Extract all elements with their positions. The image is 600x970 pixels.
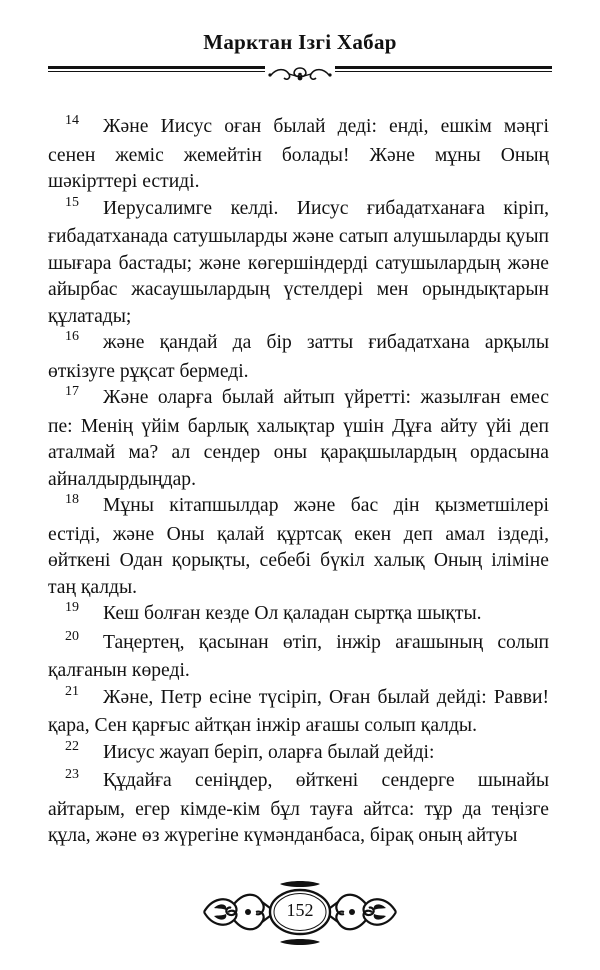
verse-text: Кеш болған кезде Ол қаладан сыртқа шықты. [103,603,482,624]
verse-number: 22 [65,738,79,754]
verse [48,685,549,740]
running-header-title: Марктан Ізгі Хабар [203,30,397,54]
verse-text: Мұны кітапшылдар және бас дін қызметшілері естіді, және Оны қалай құртсақ екен деп амал іздеді, өйткені Одан қорықты, себебі бүкіл халық Оның іліміне таң қалды. [48,495,549,598]
verse-text: Иерусалимге келді. Иисус ғибадатханаға кіріп, ғибадатханада сатушыларды және сатып алушыларды қуып шығара бастады; және көгершіндерді сатушылардың және айырбас жасаушылардың үстелдері мен орындықтарын құлатады; [48,197,549,327]
verse-number: 19 [65,600,79,615]
verse [48,330,549,385]
verse-number: 14 [65,113,79,128]
verse [48,630,549,685]
page-number: 152 [286,900,314,920]
verse-number: 21 [65,683,79,699]
verse [48,114,549,196]
verse-number: 23 [65,767,79,782]
verse-number: 16 [65,329,79,344]
verse-text: Және, Петр есіне түсіріп, Оған былай дейді: Равви! қара, Сен қарғыс айтқан інжір ағашы солып қалды. [48,686,549,736]
verse-text: Құдайға сеніңдер, өйткені сендерге шынайы айтарым, егер кімде-кім бұл тауға айтса: тұр да теңізге құла, және өз жүрегіне күмәнданбаса, бірақ оның айтуы [48,770,549,846]
verse-number: 17 [65,384,79,399]
verses-body [48,114,549,850]
verse [48,768,549,850]
verse [48,493,549,601]
verse [48,196,549,331]
verse [48,385,549,493]
verse-text: Иисус жауап беріп, оларға былай дейді: [103,741,435,763]
verse [48,740,549,769]
verse-text: Және Иисус оған былай деді: енді, ешкім мәңгі сенен жеміс жемейтін болады! Және мұны Оның шәкірттері естиді. [48,116,549,192]
verse [48,601,549,630]
verse-text: Таңертең, қасынан өтіп, інжір ағашының солып қалғанын көреді. [48,631,549,681]
verse-number: 15 [65,194,79,210]
verse-text: және қандай да бір затты ғибадатхана арқылы өткізуге рұқсат бермеді. [48,332,549,382]
verse-text: Және оларға былай айтып үйретті: жазылған емес пе: Менің үйім барлық халықтар үшін Дұға айту үйі деп аталмай ма? ал сендер оны қарақшылардың ордасына айналдырдыңдар. [48,387,549,490]
header-ornament-icon [265,64,335,86]
verse-number: 18 [65,492,79,507]
verse-number: 20 [65,628,79,644]
